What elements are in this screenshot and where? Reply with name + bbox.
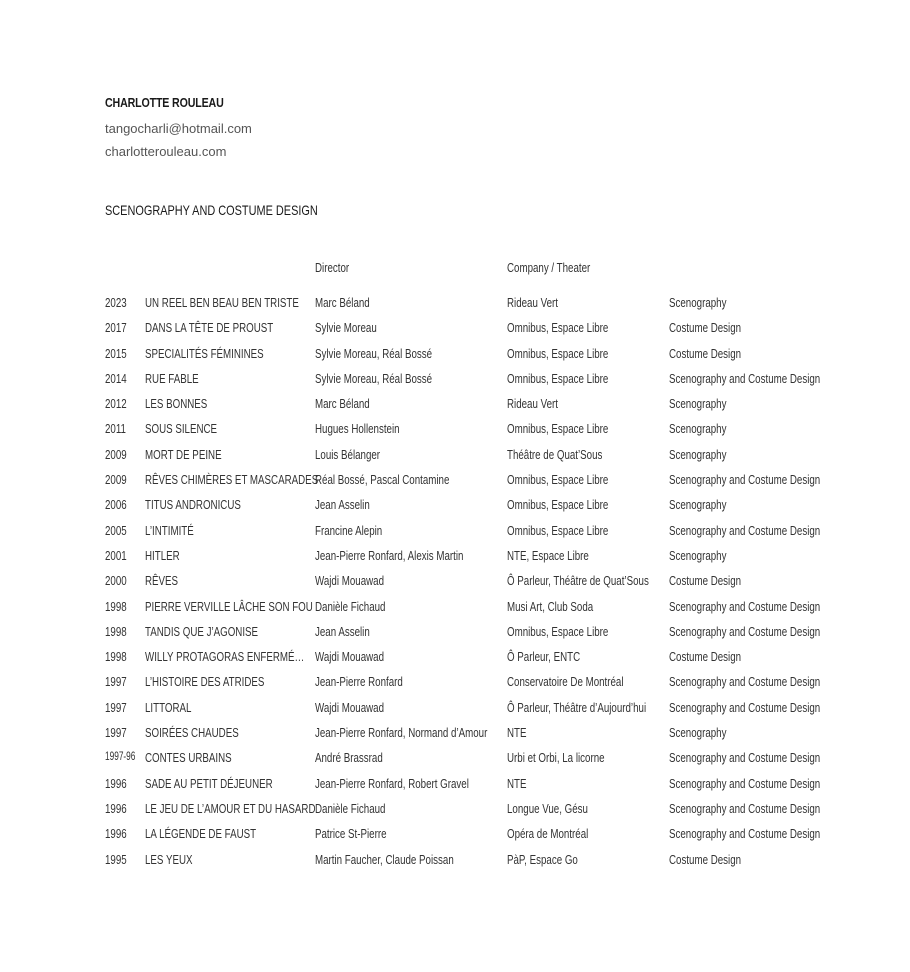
credit-title: UN REEL BEN BEAU BEN TRISTE (145, 296, 299, 310)
table-row (0, 853, 910, 878)
credit-title: RUE FABLE (145, 371, 199, 386)
credit-director: Sylvie Moreau, Réal Bossé (315, 371, 433, 386)
table-row (0, 675, 910, 700)
credit-director: Hugues Hollenstein (315, 422, 400, 437)
credit-title: LES BONNES (145, 397, 208, 412)
credit-title: LE JEU DE L’AMOUR ET DU HASARD (145, 801, 316, 816)
table-row (0, 524, 910, 549)
credit-year: 1997 (105, 675, 127, 690)
table-row (0, 397, 910, 422)
credit-role: Scenography and Costume Design (669, 624, 821, 639)
credit-company: Omnibus, Espace Libre (507, 473, 609, 488)
credit-year: 2011 (105, 422, 126, 437)
table-row (0, 321, 910, 346)
credit-role: Scenography and Costume Design (669, 827, 821, 842)
credit-director: Jean Asselin (315, 498, 370, 513)
table-row (0, 448, 910, 473)
table-row (0, 650, 910, 675)
credit-year: 2005 (105, 523, 127, 538)
credit-year: 2012 (105, 397, 127, 412)
credit-company: Conservatoire De Montréal (507, 675, 624, 690)
credit-company: Omnibus, Espace Libre (507, 422, 609, 437)
credits-table (0, 296, 910, 878)
credit-year: 2000 (105, 574, 127, 589)
credit-year: 2017 (105, 321, 127, 336)
email-link[interactable]: tangocharli@hotmail.com (105, 121, 252, 136)
credit-role: Scenography and Costume Design (669, 700, 821, 715)
table-row (0, 600, 910, 625)
credit-company: NTE (507, 776, 527, 791)
credit-role: Scenography (669, 726, 727, 741)
credit-company: Longue Vue, Gésu (507, 801, 588, 816)
credit-director: Jean-Pierre Ronfard, Alexis Martin (315, 548, 464, 563)
credit-title: CONTES URBAINS (145, 751, 232, 766)
credit-year: 1995 (105, 852, 127, 867)
credit-year: 2023 (105, 296, 127, 310)
credit-year: 1998 (105, 599, 127, 614)
credit-company: Omnibus, Espace Libre (507, 498, 609, 513)
credit-company: Omnibus, Espace Libre (507, 624, 609, 639)
credit-director: André Brassrad (315, 751, 383, 766)
credit-company: Musi Art, Club Soda (507, 599, 594, 614)
person-name: CHARLOTTE ROULEAU (105, 95, 224, 110)
credit-title: DANS LA TÊTE DE PROUST (145, 321, 274, 336)
credit-title: SOIRÉES CHAUDES (145, 726, 239, 741)
credit-title: TANDIS QUE J’AGONISE (145, 624, 259, 639)
credit-director: Jean-Pierre Ronfard (315, 675, 403, 690)
credit-title: L’INTIMITÉ (145, 523, 194, 538)
column-header-director: Director (315, 261, 350, 275)
credit-role: Scenography (669, 498, 727, 513)
table-row (0, 777, 910, 802)
credit-role: Scenography and Costume Design (669, 675, 821, 690)
credit-company: NTE, Espace Libre (507, 548, 589, 563)
credit-title: SOUS SILENCE (145, 422, 218, 437)
credit-company: Ô Parleur, Théâtre de Quat’Sous (507, 574, 649, 589)
credit-year: 1997 (105, 700, 127, 715)
credit-role: Scenography (669, 296, 727, 310)
credit-title: HITLER (145, 548, 180, 563)
credit-director: Jean-Pierre Ronfard, Robert Gravel (315, 776, 469, 791)
credit-year: 2001 (105, 548, 127, 563)
credit-role: Scenography and Costume Design (669, 371, 821, 386)
website-link[interactable]: charlotterouleau.com (105, 144, 227, 159)
credit-role: Scenography and Costume Design (669, 776, 821, 791)
credit-title: TITUS ANDRONICUS (145, 498, 241, 513)
credit-role: Scenography (669, 422, 727, 437)
table-row (0, 726, 910, 751)
table-row (0, 498, 910, 523)
table-row (0, 625, 910, 650)
credit-year: 1997 (105, 726, 127, 741)
credit-year: 2009 (105, 447, 127, 462)
table-row (0, 751, 910, 776)
credit-role: Scenography and Costume Design (669, 473, 821, 488)
credit-role: Scenography (669, 397, 727, 412)
credit-year: 2014 (105, 371, 127, 386)
credit-role: Scenography and Costume Design (669, 801, 821, 816)
table-row (0, 422, 910, 447)
credit-director: Marc Béland (315, 397, 370, 412)
section-title: SCENOGRAPHY AND COSTUME DESIGN (105, 202, 318, 218)
credit-role: Costume Design (669, 574, 742, 589)
table-row (0, 574, 910, 599)
table-row (0, 347, 910, 372)
credit-director: Jean-Pierre Ronfard, Normand d’Amour (315, 726, 488, 741)
credit-director: Wajdi Mouawad (315, 574, 385, 589)
credit-year: 1997-96 (105, 751, 136, 764)
credit-role: Scenography (669, 548, 727, 563)
credit-director: Patrice St-Pierre (315, 827, 387, 842)
credit-director: Sylvie Moreau (315, 321, 377, 336)
credit-year: 1998 (105, 624, 127, 639)
credit-company: Omnibus, Espace Libre (507, 346, 609, 361)
credit-year: 1996 (105, 827, 127, 842)
credit-company: NTE (507, 726, 527, 741)
credit-director: Wajdi Mouawad (315, 700, 385, 715)
credit-year: 2009 (105, 473, 127, 488)
credit-role: Scenography (669, 447, 727, 462)
table-row (0, 296, 910, 321)
credit-company: Ô Parleur, ENTC (507, 650, 581, 665)
credit-year: 2015 (105, 346, 127, 361)
credit-company: Opéra de Montréal (507, 827, 589, 842)
credit-director: Marc Béland (315, 296, 370, 310)
credit-director: Louis Bélanger (315, 447, 381, 462)
credit-director: Danièle Fichaud (315, 599, 386, 614)
credit-title: LA LÉGENDE DE FAUST (145, 827, 257, 842)
credit-year: 1996 (105, 801, 127, 816)
credit-company: Rideau Vert (507, 296, 558, 310)
credit-company: Omnibus, Espace Libre (507, 371, 609, 386)
credit-director: Jean Asselin (315, 624, 370, 639)
credit-director: Martin Faucher, Claude Poissan (315, 852, 454, 867)
table-row (0, 372, 910, 397)
table-row (0, 701, 910, 726)
credit-director: Sylvie Moreau, Réal Bossé (315, 346, 433, 361)
credit-title: SADE AU PETIT DÉJEUNER (145, 776, 273, 791)
credit-director: Danièle Fichaud (315, 801, 386, 816)
credit-director: Réal Bossé, Pascal Contamine (315, 473, 450, 488)
credit-role: Costume Design (669, 852, 742, 867)
column-header-company: Company / Theater (507, 261, 591, 275)
credit-title: LES YEUX (145, 852, 193, 867)
credit-title: WILLY PROTAGORAS ENFERMÉ… (145, 650, 305, 665)
credit-role: Scenography and Costume Design (669, 599, 821, 614)
credit-title: PIERRE VERVILLE LÂCHE SON FOU (145, 599, 313, 614)
credit-year: 2006 (105, 498, 127, 513)
credit-role: Scenography and Costume Design (669, 523, 821, 538)
credit-title: L’HISTOIRE DES ATRIDES (145, 675, 265, 690)
credit-director: Francine Alepin (315, 523, 383, 538)
credit-director: Wajdi Mouawad (315, 650, 385, 665)
credit-company: Ô Parleur, Théâtre d’Aujourd’hui (507, 700, 647, 715)
credit-company: Rideau Vert (507, 397, 558, 412)
credit-company: Théâtre de Quat’Sous (507, 447, 603, 462)
credit-company: Omnibus, Espace Libre (507, 321, 609, 336)
table-row (0, 802, 910, 827)
credit-title: LITTORAL (145, 700, 192, 715)
table-row (0, 827, 910, 852)
credit-title: SPECIALITÉS FÉMININES (145, 346, 264, 361)
credit-company: Urbi et Orbi, La licorne (507, 751, 605, 766)
credit-title: MORT DE PEINE (145, 447, 222, 462)
credit-year: 1996 (105, 776, 127, 791)
table-row (0, 549, 910, 574)
credit-role: Costume Design (669, 321, 742, 336)
credit-title: RÊVES (145, 574, 179, 589)
credit-title: RÊVES CHIMÈRES ET MASCARADES (145, 473, 319, 488)
table-row (0, 473, 910, 498)
credit-role: Costume Design (669, 346, 742, 361)
credit-role: Scenography and Costume Design (669, 751, 821, 766)
credit-role: Costume Design (669, 650, 742, 665)
credit-company: Omnibus, Espace Libre (507, 523, 609, 538)
credit-year: 1998 (105, 650, 127, 665)
credit-company: PàP, Espace Go (507, 852, 578, 867)
